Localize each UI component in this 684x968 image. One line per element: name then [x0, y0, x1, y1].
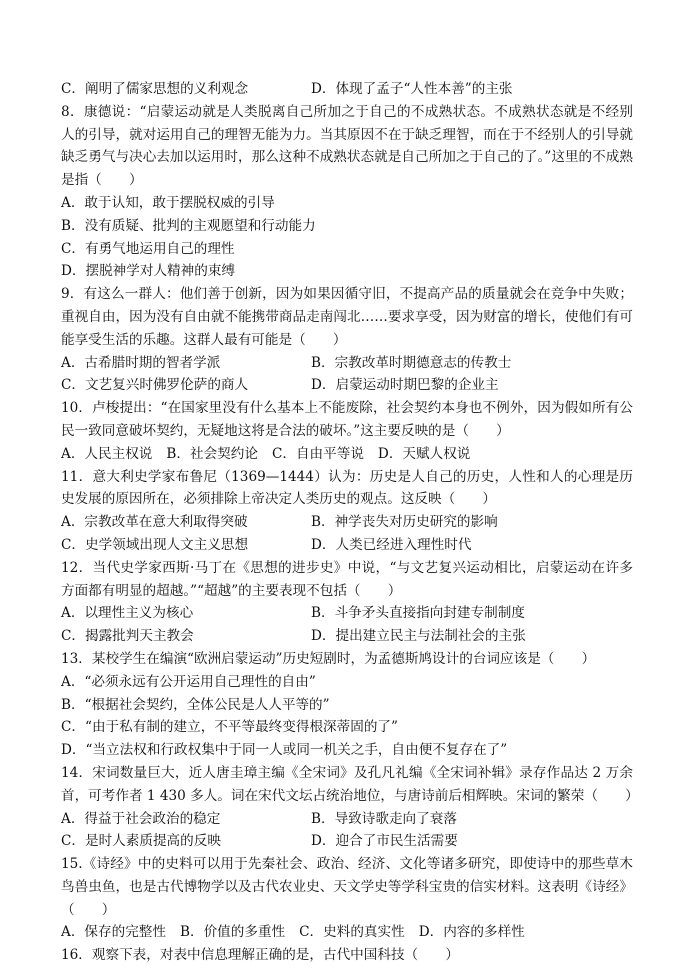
q12-options-cd	[61, 625, 633, 648]
q15-option-b: B．价值的多重性	[179, 924, 286, 941]
q10-stem: 10．卢梭提出：“在国家里没有什么基本上不能废除，社会契约本身也不例外，因为假如所有公民一致同意破坏契约，无疑地这将是合法的破坏。”这主要反映的是（ ）	[61, 400, 633, 439]
q14-option-b: B．导致诗歌走向了衰落	[311, 810, 457, 827]
q7-options-cd	[61, 78, 633, 101]
q9-options-cd	[61, 374, 633, 397]
q15-option-a: A．保存的完整性	[61, 924, 166, 941]
q15-option-d: D．内容的多样性	[418, 924, 525, 941]
q14-option-c: C．是时人素质提高的反映	[61, 833, 221, 850]
q8-option-a: A．敢于认知，敢于摆脱权威的引导	[61, 194, 275, 211]
q11-option-a: A．宗教改革在意大利取得突破	[61, 514, 248, 531]
q12-stem: 12．当代史学家西斯·马丁在《思想的进步史》中说，“与文艺复兴运动相比，启蒙运动在许多方面都有明显的超越。”“超越”的主要表现不包括（ ）	[61, 559, 633, 599]
q7-option-d: D．体现了孟子“人性本善”的主张	[311, 81, 513, 97]
q10-option-a: A．人民主权说	[61, 445, 153, 462]
q12-options-ab	[61, 602, 633, 625]
q8-option-c: C．有勇气地运用自己的理性	[61, 240, 235, 257]
q15-options	[61, 921, 633, 944]
q7-option-c: C．阐明了儒家思想的义利观念	[61, 81, 249, 97]
exam-page	[61, 78, 639, 967]
q9-option-a: A．古希腊时期的智者学派	[61, 354, 221, 371]
q10-option-b: B．社会契约论	[166, 445, 258, 462]
q10-option-c: C．自由平等说	[271, 445, 364, 462]
q12-option-b: B．斗争矛头直接指向封建专制制度	[311, 605, 525, 622]
q12-option-c: C．揭露批判天主教会	[61, 628, 194, 645]
q12-option-d: D．提出建立民主与法制社会的主张	[311, 628, 526, 645]
q14-option-a: A．得益于社会政治的稳定	[61, 810, 221, 827]
q13-option-b: B．“根据社会契约，全体公民是人人平等的”	[61, 696, 330, 713]
q11-stem: 11．意大利史学家布鲁尼（1369—1444）认为：历史是人自己的历史，人性和人的心理是历史发展的原因所在，必须排除上帝决定人类历史的观点。这反映（ ）	[61, 468, 633, 508]
q11-option-c: C．史学领域出现人文主义思想	[61, 536, 249, 553]
q8-option-d: D．摆脱神学对人精神的束缚	[61, 263, 236, 280]
q9-option-d: D．启蒙运动时期巴黎的企业主	[311, 377, 499, 394]
q9-options-ab	[61, 352, 633, 375]
q10-options	[61, 443, 633, 466]
q9-option-c: C．文艺复兴时佛罗伦萨的商人	[61, 377, 249, 394]
q14-options-ab	[61, 808, 633, 831]
q9-stem: 9．有这么一群人：他们善于创新，因为如果因循守旧，不提高产品的质量就会在竞争中失败；重视自由，因为没有自由就不能携带商品走南闯北……要求享受，因为财富的增长，使他们有可能享受生活的乐趣。这群人最有可能是（ ）	[61, 286, 633, 348]
q11-option-d: D．人类已经进入理性时代	[311, 536, 472, 553]
q13-option-c: C．“由于私有制的建立，不平等最终变得根深蒂固的了”	[61, 719, 398, 736]
q13-option-a: A．“必须永远有公开运用自己理性的自由”	[61, 673, 316, 690]
q8-stem: 8．康德说：“启蒙运动就是人类脱离自己所加之于自己的不成熟状态。不成熟状态就是不经别人的引导，就对运用自己的理智无能为力。当其原因不在于缺乏理智，而在于不经别人的引导就缺乏勇气与决心去加以运用时，那么这种不成熟状态就是自己所加之于自己的了。”这里的不成熟是指（ ）	[61, 103, 633, 189]
q15-option-c: C．史料的真实性	[299, 924, 405, 941]
q9-option-b: B．宗教改革时期德意志的传教士	[311, 354, 512, 371]
q12-option-a: A．以理性主义为核心	[61, 605, 194, 622]
q13-option-d: D．“当立法权和行政权集中于同一人或同一机关之手，自由便不复存在了”	[61, 742, 508, 759]
q15-stem: 15.《诗经》中的史料可以用于先秦社会、政治、经济、文化等诸多研究，即使诗中的那些草木鸟兽虫鱼，也是古代博物学以及古代农业史、天文学史等学科宝贵的信实材料。这表明《诗经》（ ）	[61, 856, 633, 918]
q16-stem: 16．观察下表，对表中信息理解正确的是，古代中国科技（ ）	[61, 947, 459, 964]
q11-options-cd	[61, 534, 633, 557]
q11-options-ab	[61, 511, 633, 534]
q10-option-d: D．天赋人权说	[377, 445, 471, 462]
q11-option-b: B．神学丧失对历史研究的影响	[311, 514, 498, 531]
q14-stem: 14．宋词数量巨大，近人唐圭璋主编《全宋词》及孔凡礼编《全宋词补辑》录存作品达 2 万余首，可考作者 1 430 多人。词在宋代文坛占统治地位，与唐诗前后相辉映。宋词的繁荣（ ）	[61, 764, 639, 804]
q8-option-b: B．没有质疑、批判的主观愿望和行动能力	[61, 217, 316, 234]
q13-stem: 13．某校学生在编演“欧洲启蒙运动”历史短剧时，为孟德斯鸠设计的台词应该是（ ）	[61, 650, 596, 667]
q14-options-cd	[61, 830, 633, 853]
q14-option-d: D．迎合了市民生活需要	[311, 833, 458, 850]
